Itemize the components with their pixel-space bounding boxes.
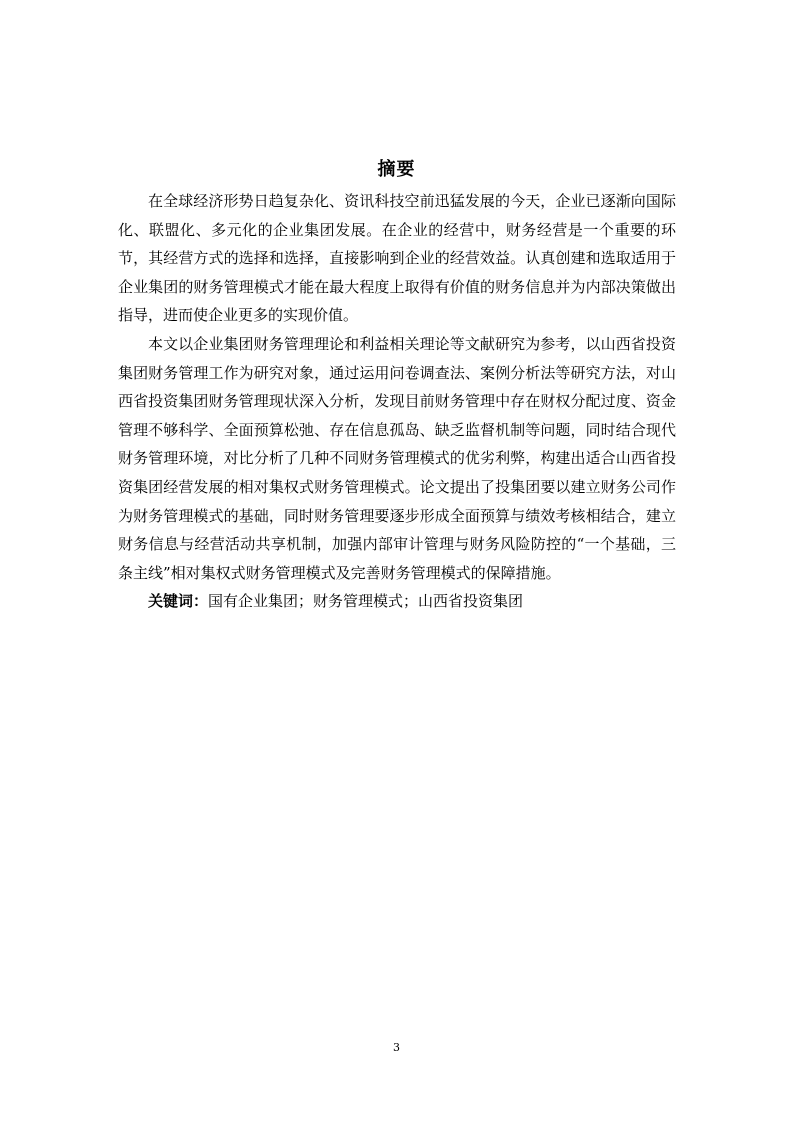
keywords-text: 国有企业集团；财务管理模式；山西省投资集团 [208, 592, 524, 611]
abstract-paragraph-2: 本文以企业集团财务管理理论和利益相关理论等文献研究为参考，以山西省投资集团财务管理工作为研究对象，通过运用问卷调查法、案例分析法等研究方法，对山西省投资集团财务管理现状深入分析，发现目前财务管理中存在财权分配过度、资金管理不够科学、全面预算松弛、存在信息孤岛、缺乏监督机制等问题，同时结合现代财务管理环境，对比分析了几种不同财务管理模式的优劣利弊，构建出适合山西省投资集团经营发展的相对集权式财务管理模式。论文提出了投集团要以建立财务公司作为财务管理模式的基础，同时财务管理要逐步形成全面预算与绩效考核相结合，建立财务信息与经营活动共享机制，加强内部审计管理与财务风险防控的“一个基础，三条主线”相对集权式财务管理模式及完善财务管理模式的保障措施。 [118, 334, 676, 582]
page-number: 3 [393, 1041, 400, 1054]
keywords-label: 关键词： [148, 592, 209, 611]
keywords-line [118, 587, 676, 616]
abstract-paragraph-1: 在全球经济形势日趋复杂化、资讯科技空前迅猛发展的今天，企业已逐渐向国际化、联盟化、多元化的企业集团发展。在企业的经营中，财务经营是一个重要的环节，其经营方式的选择和选择，直接影响到企业的经营效益。认真创建和选取适用于企业集团的财务管理模式才能在最大程度上取得有价值的财务信息并为内部决策做出指导，进而使企业更多的实现价值。 [118, 192, 676, 325]
abstract-title: 摘要 [377, 159, 416, 180]
abstract-body [118, 187, 676, 616]
